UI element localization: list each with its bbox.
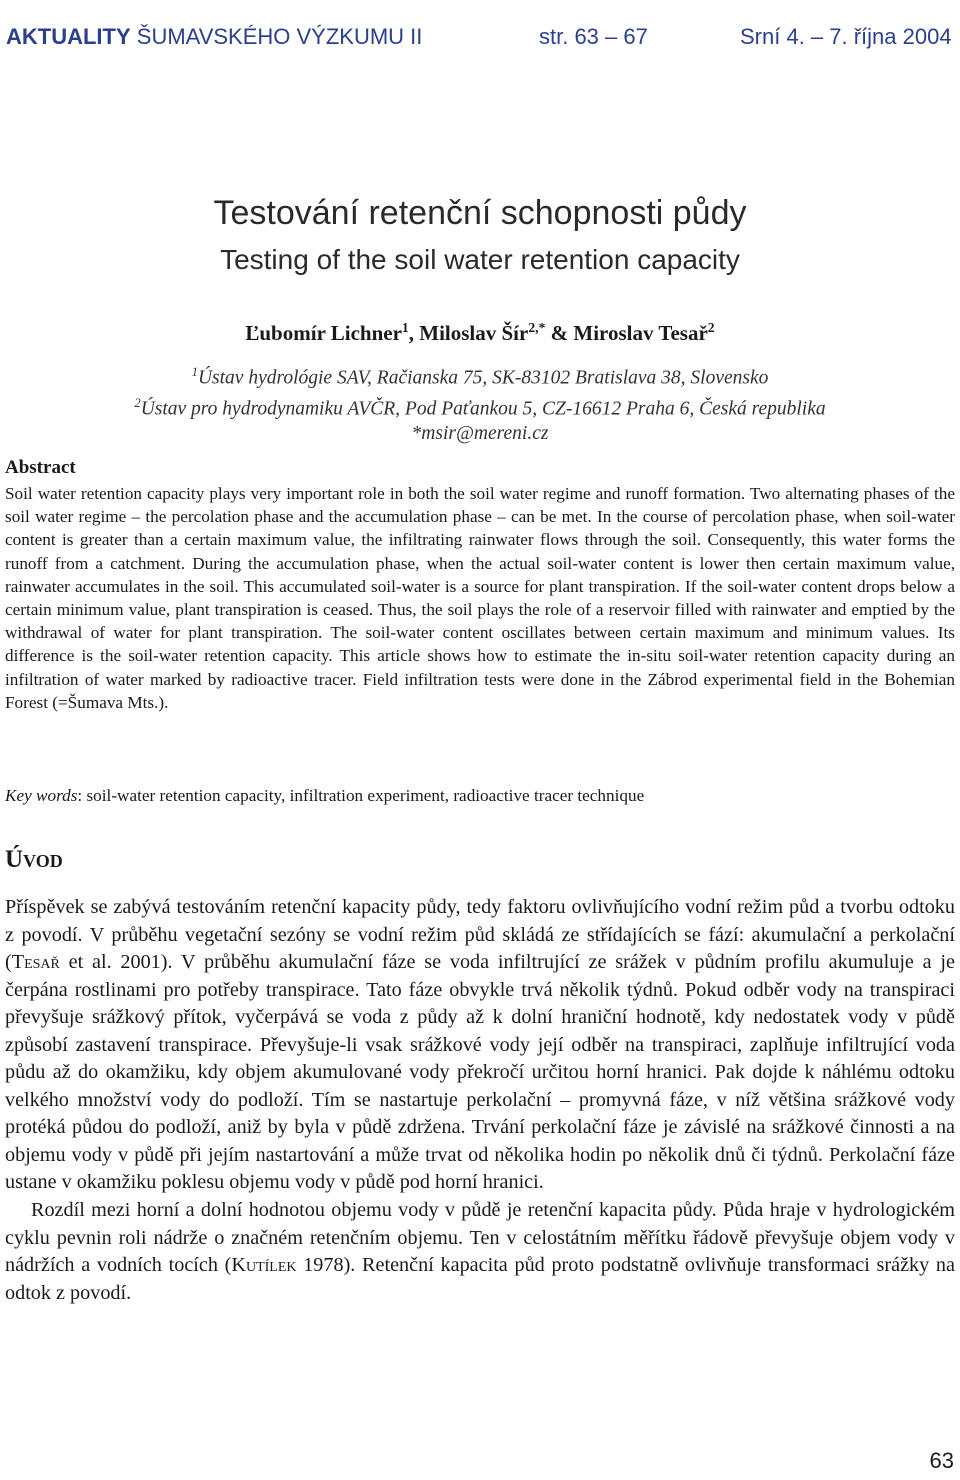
affiliation-line <box>0 360 960 391</box>
paragraph-text: Rozdíl mezi horní a dolní hodnotou objemu vody v půdě je retenční kapacita půdy. Půda hraje v hydrologickém cyklu pevnin roli nádrže o značném retenčním objemu. Ten v celostátním měřítku řádově převyšuje objem vody v nádržích a vodních tocích ( <box>5 1199 955 1277</box>
title-english: Testing of the soil water retention capacity <box>220 244 740 275</box>
author-affil-sup: 2 <box>707 320 715 335</box>
author-affil-sup: 1 <box>401 320 409 335</box>
citation-author: Tesař <box>11 951 60 974</box>
page-range: str. 63 – 67 <box>539 24 648 49</box>
author-name: Miloslav Šír <box>419 321 529 345</box>
paragraph <box>5 894 955 1197</box>
section-heading: Úvod <box>5 846 63 873</box>
abstract-heading: Abstract <box>5 457 76 478</box>
journal-name-bold: AKTUALITY <box>6 24 131 49</box>
title-block <box>0 188 960 282</box>
title-czech: Testování retenční schopnosti půdy <box>213 194 747 232</box>
abstract-text: Soil water retention capacity plays very important role in both the soil water regime and runoff formation. Two alternating phases of the soil water regime – the percolation phase and the accumulation phase – can be met. In the course of percolation phase, when soil-water content is greater than a certain maximum value, the infiltrating rainwater flows through the soil. Consequently, this water forms the runoff from a catchment. During the accumulation phase, when the actual soil-water content is lower then certain maximum value, rainwater accumulates in the soil. This accumulated soil-water is a source for plant transpiration. If the soil-water content drops below a certain minimum value, plant transpiration is ceased. Thus, the soil plays the role of a reservoir filled with rainwater and emptied by the withdrawal of water for plant transpiration. The soil-water content oscillates between certain maximum and minimum values. Its difference is the soil-water retention capacity. This article shows how to estimate the in-situ soil-water retention capacity during an infiltration of water marked by radioactive tracer. Field infiltration tests were done in the Zábrod experimental field in the Bohemian Forest (=Šumava Mts.). <box>5 484 955 712</box>
citation-author: Kutílek <box>231 1254 297 1277</box>
body-text <box>5 894 955 1307</box>
paragraph-text: 1978). Retenční kapacita půd proto podstatně ovlivňuje transformaci srážky na odtok z povodí. <box>5 1254 955 1304</box>
author-name: Ľubomír Lichner <box>245 321 402 345</box>
conference-dates: Srní 4. – 7. října 2004 <box>740 24 952 49</box>
paragraph-text: Příspěvek se zabývá testováním retenční kapacity půdy, tedy faktoru ovlivňujícího vodní režim půd a tvorbu odtoku z povodí. V průběhu vegetační sezóny se vodní režim půd skládá ze střídajících se fází: akumulační a perkolační ( <box>5 896 955 974</box>
author-affil-sup: 2,* <box>528 320 546 335</box>
affiliation-text: Ústav hydrológie SAV, Račianska 75, SK-83102 Bratislava 38, Slovensko <box>197 367 769 389</box>
authors <box>0 320 960 346</box>
affiliation-sup: 2 <box>134 395 141 410</box>
corresponding-email: *msir@mereni.cz <box>411 423 549 444</box>
keywords-text: : soil-water retention capacity, infiltration experiment, radioactive tracer technique <box>77 786 645 805</box>
journal-name-rest: ŠUMAVSKÉHO VÝZKUMU II <box>130 24 423 49</box>
affiliation-sup: 1 <box>191 365 198 379</box>
keywords-label: Key words <box>5 786 78 805</box>
author-separator: & <box>545 321 574 345</box>
running-header <box>6 24 952 60</box>
author-name: Miroslav Tesař <box>573 321 708 345</box>
paragraph-text: et al. 2001). V průběhu akumulační fáze se voda infiltrující ze srážek v půdním profilu akumuluje a je čerpána rostlinami pro potřeby transpirace. Tato fáze obvykle trvá několik týdnů. Pokud odběr vody na transpiraci převyšuje srážkový přítok, vyčerpává se voda z půdy až k dolní hraniční hodnotě, kdy nedostatek vody v půdě způsobí zastavení transpirace. Převyšuje-li vsak srážkové vody její odběr na transpiraci, zaplňuje infiltrující voda půdu až do okamžiku, kdy objem akumulované vody překročí určitou horní hranici. Pak dojde k náhlému odtoku velkého množství vody do podloží. Tím se nastartuje perkolační – promyvná fáze, v níž většina srážkové vody protéká půdou do podloží, aniž by byla v půdě zdržena. Trvání perkolační fáze je závislé na srážkové činnosti a na objemu vody v půdě při jejím nastartování a může trvat od několika hodin po několik dnů či týdnů. Perkolační fáze ustane v okamžiku poklesu objemu vody v půdě pod horní hranici. <box>5 951 955 1194</box>
author-separator: , <box>408 321 420 345</box>
page-number: 63 <box>929 1448 954 1473</box>
journal-name <box>6 24 422 50</box>
paragraph <box>5 1197 955 1307</box>
affiliations <box>0 360 960 446</box>
affiliation-line <box>0 391 960 422</box>
keywords <box>5 786 955 806</box>
affiliation-text: Ústav pro hydrodynamiku AVČR, Pod Paťankou 5, CZ-16612 Praha 6, Česká republika <box>140 398 826 419</box>
